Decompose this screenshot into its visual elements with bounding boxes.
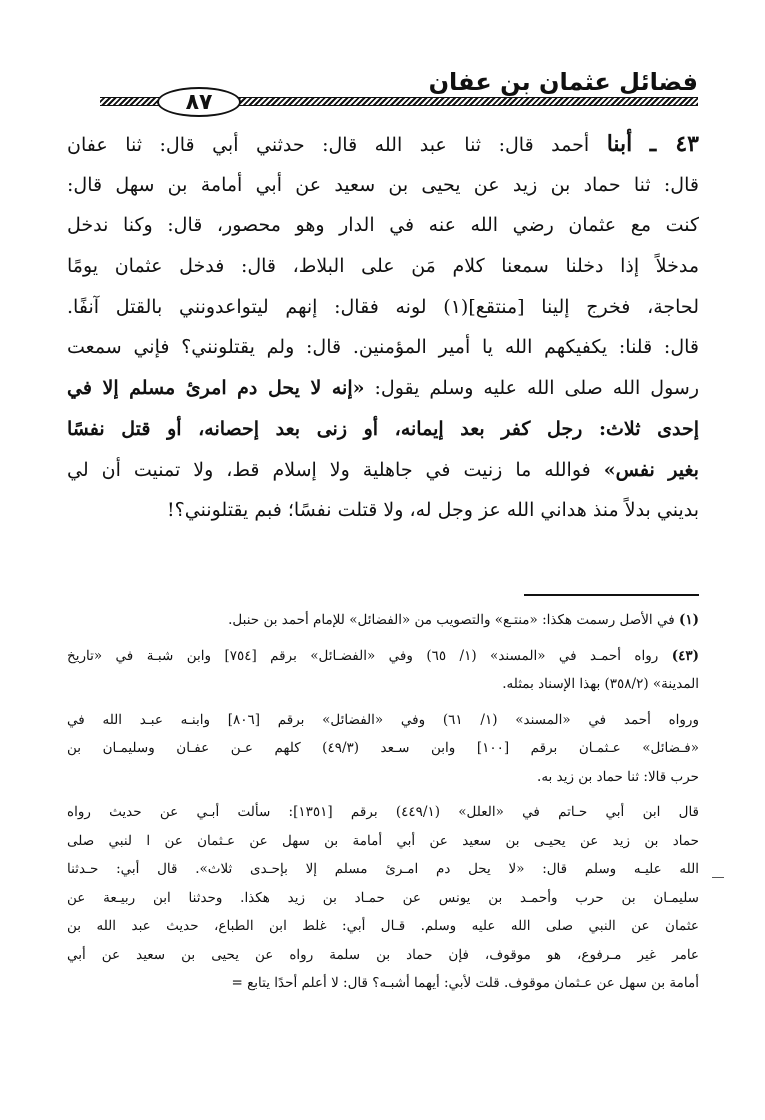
- main-line: [67, 368, 699, 409]
- page-number: ٨٧: [157, 87, 241, 117]
- isnad-text: أحمد قال: ثنا عبد الله قال: حدثني أبي قال: ثنا عفان: [67, 134, 590, 156]
- main-line: [67, 450, 699, 491]
- main-line: مدخلاً إذا دخلنا سمعنا كلام مَن على البلاط، قال: فدخل عثمان يومًا: [67, 255, 699, 278]
- footnote-43: [67, 642, 699, 699]
- main-line: بديني بدلاً منذ هداني الله عز وجل له، ولا قتلت نفسًا؛ فبم يقتلونني؟!: [167, 499, 699, 522]
- main-line: لحاجة، فخرج إلينا [منتقع](١) لونه فقال: إنهم ليتواعدونني بالقتل آنفًا.: [67, 295, 699, 318]
- note-line: عامر غير مـرفوع، هو موقوف، فإن حماد بن سلمة رواه عن يحيى بن سعيد عن أبي: [67, 946, 699, 963]
- main-line: قال: قلنا: يكفيكهم الله يا أمير المؤمنين. قال: ولم يقتلونني؟ فإني سمعت: [67, 336, 699, 359]
- note-line: المدينة» (٣٥٨/٢) بهذا الإسناد بمثله.: [502, 676, 699, 692]
- note-line: سليمـان بن حرب وأحمـد بن يونس عن حمـاد بن زيد هكذا. وحدثنا ابن ربيـعة عن: [67, 889, 699, 906]
- note-paragraph: [67, 706, 699, 792]
- footnote-1: [67, 606, 699, 635]
- note-line: ورواه أحمد في «المسند» (١/ ٦١) وفي «الفضائل» برقم [٨٠٦] وابنـه عبـد الله في: [67, 711, 699, 728]
- main-line: كنت مع عثمان رضي الله عنه في الدار وهو محصور، قال: وكنا ندخل: [67, 214, 699, 237]
- footnote-number: (٤٣): [671, 647, 699, 664]
- running-title: فضائل عثمان بن عفان: [428, 68, 698, 96]
- note-line: «فـضائل» عـثمـان برقم [١٠٠] وابن سـعد (٤٩/٣) كلهم عـن عفـان وسليمـان بن: [67, 740, 699, 756]
- note-line: [67, 606, 699, 635]
- note-text: رواه أحمـد في «المسند» (١/ ٦٥) وفي «الفضـائل» برقم [٧٥٤] وابن شبـة في «تاريخ: [67, 647, 659, 664]
- note-line: أمامة بن سهل عن عـثمان موقوف. قلت لأبي: أيهما أشبـه؟ قال: لا أعلم أحدًا يتابع =: [231, 975, 699, 991]
- note-line: حماد بن زيد عن يحيـى بن سعيد عن أبي أمامة بن سهل عن عـثمان عن ا لنبي صلى: [67, 832, 699, 849]
- note-text: في الأصل رسمت هكذا: «منتـع» والتصويب من «الفضائل» للإمام أحمد بن حنبل.: [228, 612, 675, 628]
- hadith-number: ٤٣ ـ: [649, 131, 699, 157]
- footnote-separator: [524, 594, 699, 596]
- narration-text: رسول الله صلى الله عليه وسلم يقول:: [374, 377, 699, 400]
- footnotes: [67, 606, 699, 1005]
- margin-mark: [712, 877, 724, 878]
- note-line: قال ابن أبي حـاتم في «العلل» (٤٤٩/١) برقم [١٣٥١]: سألت أبـي عن حديث رواه: [67, 804, 699, 820]
- hadith-quote: «إنه لا يحل دم امرئ مسلم إلا في: [67, 377, 365, 400]
- hadith-quote-line: إحدى ثلاث: رجل كفر بعد إيمانه، أو زنى بعد إحصانه، أو قتل نفسًا: [67, 417, 699, 440]
- main-line: قال: ثنا حماد بن زيد عن يحيى بن سعيد عن أبي أمامة بن سهل قال:: [67, 173, 699, 196]
- page-header: [100, 64, 698, 115]
- narration-text: فوالله ما زنيت في جاهلية ولا إسلام قط، ولا تمنيت أن لي: [67, 458, 591, 481]
- main-text: [67, 124, 699, 531]
- note-line: حرب قالا: ثنا حماد بن زيد به.: [537, 768, 699, 785]
- note-paragraph: [67, 798, 699, 998]
- hadith-quote-end: بغير نفس»: [603, 458, 699, 481]
- isnad-start: أبنا: [606, 131, 633, 157]
- note-line: عثمان عن النبي صلى الله عليه وسلم. قـال أبي: غلط ابن الطباع، حديث عبد الله بن: [67, 918, 699, 934]
- note-line: الله عليـه وسلم قال: «لا يحل دم امـرئ مسلم إلا بإحـدى ثلاث». قال أبي: حـدثنا: [67, 861, 699, 877]
- note-line: [67, 642, 699, 671]
- main-line: [67, 124, 699, 165]
- footnote-number: (١): [678, 612, 699, 628]
